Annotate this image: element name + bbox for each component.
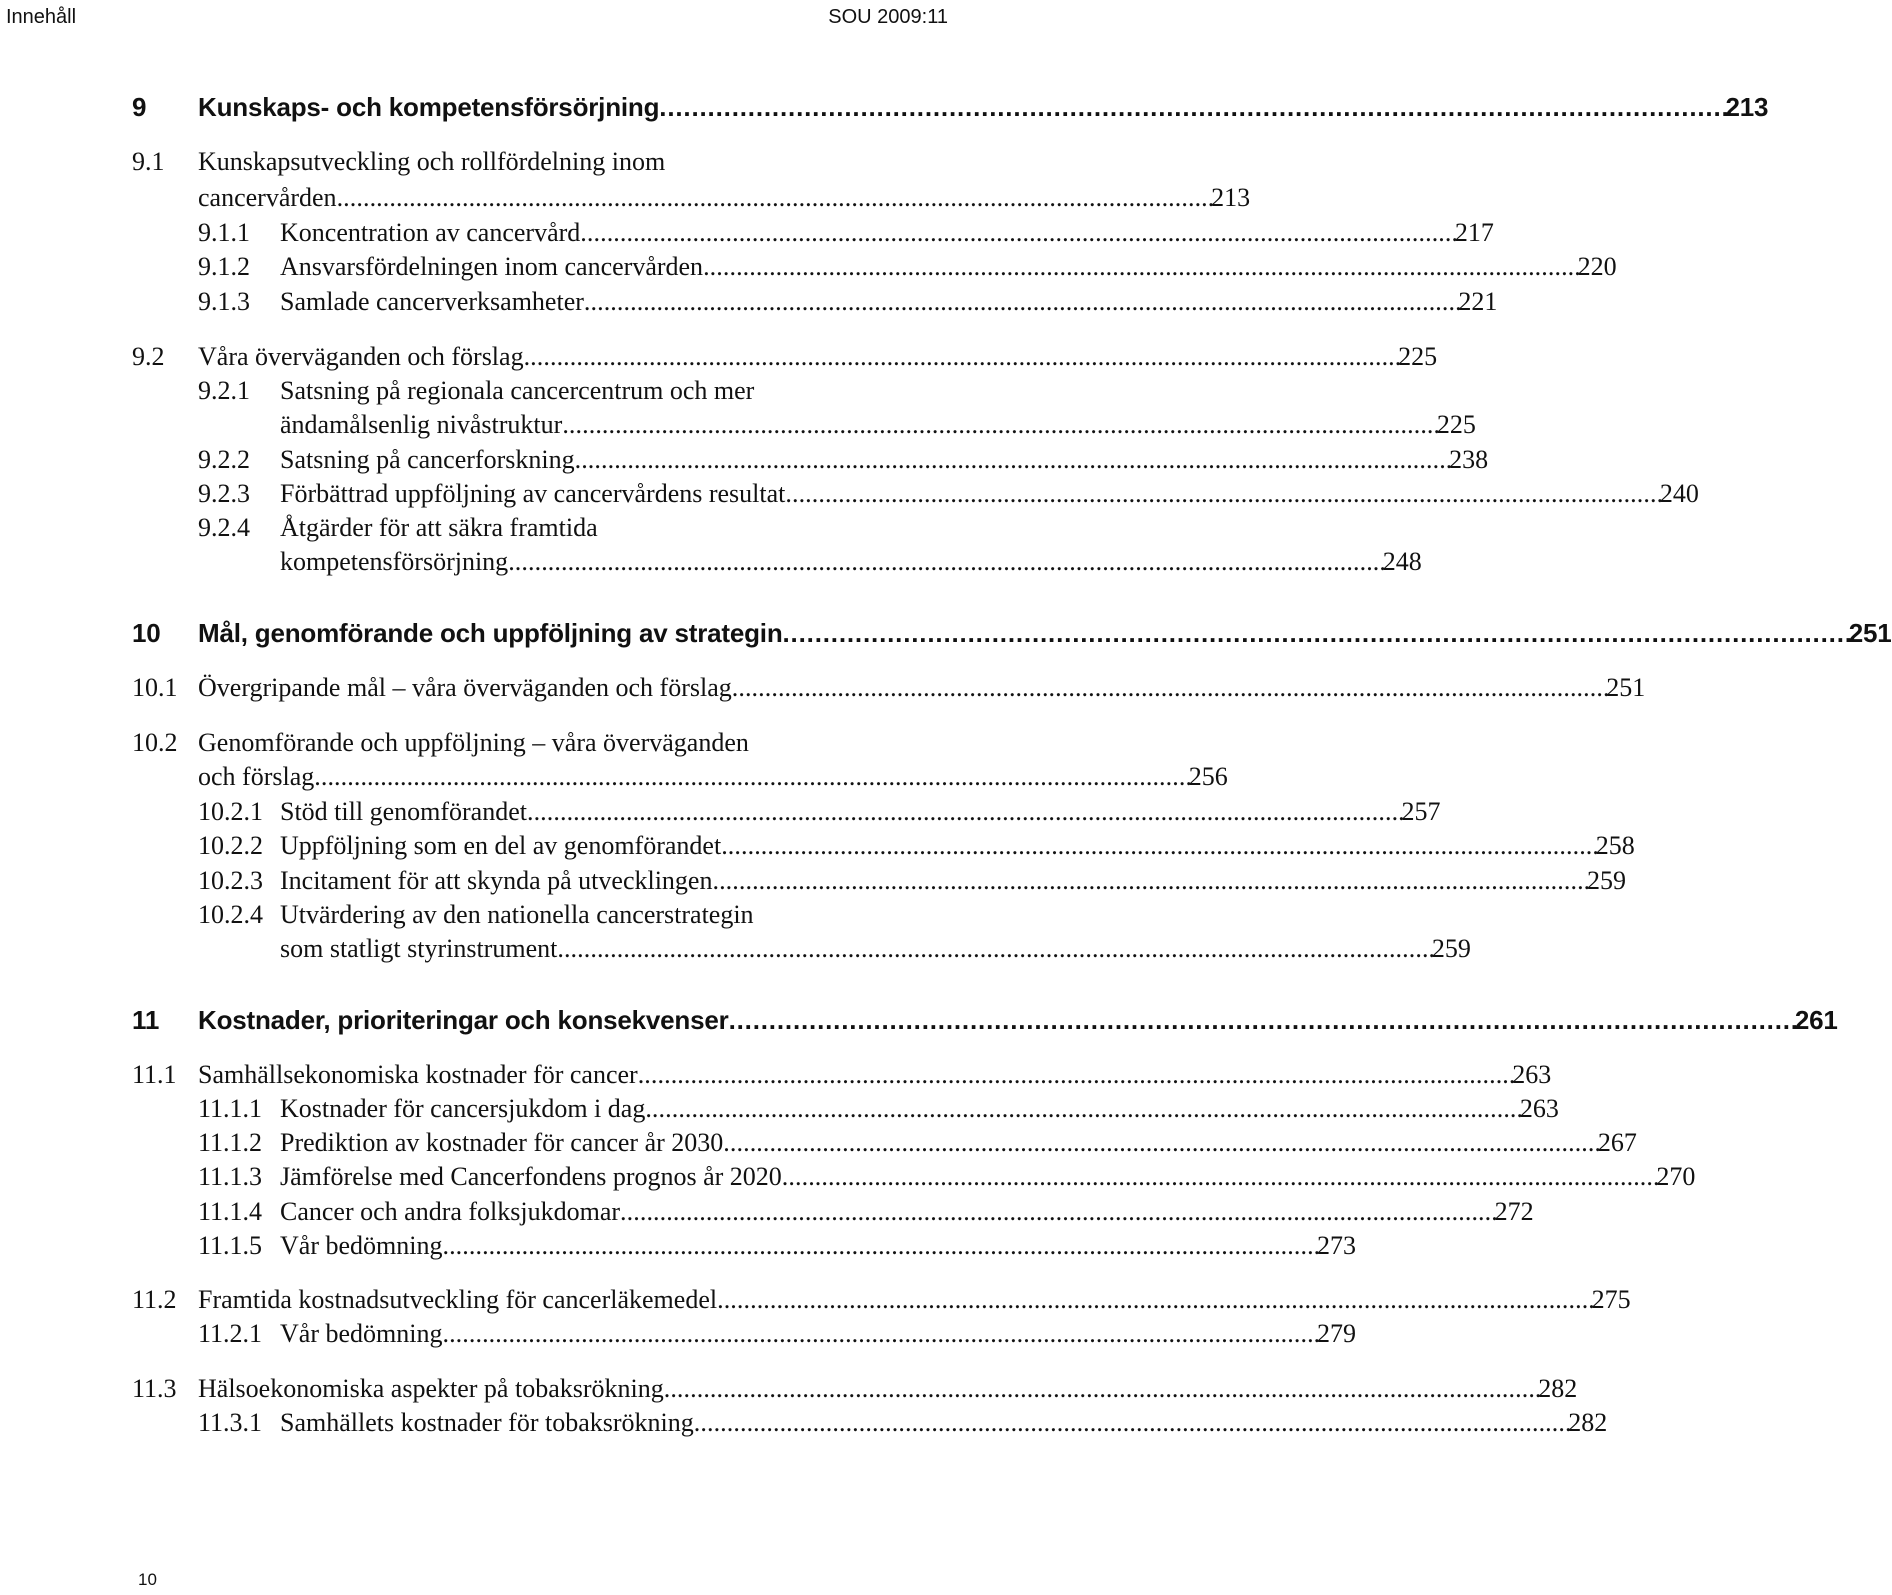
toc-section-11-3[interactable]: [132, 1374, 1578, 1404]
toc-entry-number: 11.2.1: [198, 1319, 263, 1348]
toc-entry-number: 11.1.1: [198, 1094, 263, 1123]
toc-entry-page: 267: [1597, 1128, 1637, 1157]
toc-leader-dots: [645, 1094, 1520, 1124]
toc-entry-title: Incitament för att skynda på utvecklingen: [280, 866, 713, 895]
toc-entry-page: 275: [1591, 1285, 1631, 1314]
toc-section-9-2-4-line-2[interactable]: [280, 547, 1422, 577]
toc-entry-number: 10: [132, 618, 161, 648]
toc-entry-page: 213: [1725, 92, 1769, 122]
toc-entry-number: 9.1.2: [198, 252, 250, 281]
running-head-section: Innehåll: [6, 6, 77, 28]
toc-entry-page: 225: [1436, 410, 1476, 439]
toc-entry-page: 273: [1316, 1231, 1356, 1260]
toc-section-11-1-5[interactable]: [198, 1231, 1356, 1261]
toc-section-10-2-4-line-2[interactable]: [280, 934, 1471, 964]
toc-entry-number: 11.1.4: [198, 1197, 263, 1226]
toc-section-9-2-1-line-1[interactable]: [198, 376, 940, 406]
toc-section-11-2-1[interactable]: [198, 1319, 1356, 1349]
toc-entry-page: 270: [1656, 1162, 1696, 1191]
toc-entry-title: Satsning på regionala cancercentrum och mer: [280, 376, 755, 405]
toc-chapter-10[interactable]: [132, 618, 1892, 649]
toc-entry-page: 240: [1659, 479, 1699, 508]
toc-entry-number: 11.1.2: [198, 1128, 263, 1157]
toc-entry-title: Kunskapsutveckling och rollfördelning inom: [198, 147, 666, 176]
toc-entry-page: 279: [1316, 1319, 1356, 1348]
page-number: 10: [138, 1570, 157, 1589]
toc-entry-page: 221: [1458, 287, 1498, 316]
toc-entry-title: Stöd till genomförandet: [280, 797, 527, 826]
toc-leader-dots: [575, 445, 1450, 475]
toc-section-9-1-3[interactable]: [198, 287, 1498, 317]
toc-entry-page: 220: [1577, 252, 1617, 281]
toc-section-10-2-3[interactable]: [198, 866, 1626, 896]
toc-leader-dots: [527, 797, 1402, 827]
toc-entry-title: Åtgärder för att säkra framtida: [280, 513, 598, 542]
toc-entry-number: 10.2.2: [198, 831, 263, 860]
toc-entry-page: 213: [1211, 183, 1251, 212]
toc-entry-title: Mål, genomförande och uppföljning av strategin: [198, 618, 783, 648]
toc-entry-page: 258: [1595, 831, 1635, 860]
toc-leader-dots: [783, 618, 1849, 649]
toc-section-11-2[interactable]: [132, 1285, 1631, 1315]
toc-entry-page: 257: [1401, 797, 1441, 826]
toc-entry-title: Utvärdering av den nationella cancerstrategin: [280, 900, 754, 929]
toc-entry-page: 251: [1606, 673, 1646, 702]
toc-leader-dots: [442, 1319, 1317, 1349]
toc-chapter-11[interactable]: [132, 1005, 1838, 1036]
toc-leader-dots: [782, 1162, 1657, 1192]
toc-entry-number: 10.2.4: [198, 900, 263, 929]
toc-leader-dots: [638, 1060, 1513, 1090]
toc-entry-title: Samlade cancerverksamheter: [280, 287, 584, 316]
toc-section-11-1-1[interactable]: [198, 1094, 1559, 1124]
toc-entry-title-continued: cancervården: [198, 183, 337, 212]
toc-entry-page: 282: [1568, 1408, 1608, 1437]
toc-leader-dots: [694, 1408, 1569, 1438]
toc-entry-title: Vår bedömning: [280, 1231, 443, 1260]
toc-section-9-2-4-line-1[interactable]: [198, 513, 940, 543]
toc-section-10-2-line-1[interactable]: [132, 728, 940, 758]
toc-entry-number: 9: [132, 92, 147, 122]
toc-entry-number: 9.1.1: [198, 218, 250, 247]
toc-entry-title: Kostnader för cancersjukdom i dag: [280, 1094, 646, 1123]
toc-entry-page: 263: [1512, 1060, 1552, 1089]
toc-leader-dots: [732, 673, 1607, 703]
toc-entry-number: 9.1: [132, 147, 165, 176]
toc-entry-page: 225: [1398, 342, 1438, 371]
toc-entry-title-continued: kompetensförsörjning: [280, 547, 509, 576]
toc-leader-dots: [664, 1374, 1539, 1404]
toc-section-11-1-3[interactable]: [198, 1162, 1696, 1192]
toc-entry-title: Koncentration av cancervård: [280, 218, 581, 247]
toc-entry-number: 9.2.1: [198, 376, 250, 405]
toc-section-10-2-line-2[interactable]: [198, 762, 1228, 792]
toc-section-9-2-2[interactable]: [198, 445, 1489, 475]
toc-section-10-2-2[interactable]: [198, 831, 1635, 861]
toc-entry-page: 259: [1586, 866, 1626, 895]
toc-entry-number: 11: [132, 1005, 160, 1035]
toc-entry-page: 259: [1431, 934, 1471, 963]
toc-entry-title-continued: som statligt styrinstrument: [280, 934, 558, 963]
toc-leader-dots: [580, 218, 1455, 248]
toc-entry-title: Prediktion av kostnader för cancer år 2030: [280, 1128, 724, 1157]
toc-entry-number: 11.1: [132, 1060, 177, 1089]
toc-entry-page: 256: [1188, 762, 1228, 791]
toc-leader-dots: [584, 287, 1459, 317]
toc-leader-dots: [524, 342, 1399, 372]
toc-entry-page: 282: [1538, 1374, 1578, 1403]
toc-entry-number: 10.2: [132, 728, 178, 757]
toc-entry-title: Uppföljning som en del av genomförandet: [280, 831, 722, 860]
toc-entry-number: 9.2.3: [198, 479, 250, 508]
toc-entry-page: 251: [1848, 618, 1892, 648]
toc-leader-dots: [508, 547, 1383, 577]
toc-entry-number: 9.1.3: [198, 287, 250, 316]
toc-entry-title: Våra överväganden och förslag: [198, 342, 524, 371]
toc-leader-dots: [620, 1197, 1495, 1227]
toc-entry-number: 10.1: [132, 673, 178, 702]
toc-entry-title: Samhällets kostnader för tobaksrökning: [280, 1408, 694, 1437]
toc-entry-number: 10.2.1: [198, 797, 263, 826]
toc-entry-page: 272: [1494, 1197, 1534, 1226]
toc-leader-dots: [717, 1285, 1592, 1315]
toc-section-9-1-1[interactable]: [198, 218, 1494, 248]
toc-leader-dots: [557, 934, 1432, 964]
toc-entry-title: Framtida kostnadsutveckling för cancerläkemedel: [198, 1285, 718, 1314]
toc-section-9-1-line-2[interactable]: [198, 183, 1251, 213]
toc-entry-number: 9.2.2: [198, 445, 250, 474]
toc-entry-title: Kostnader, prioriteringar och konsekvenser: [198, 1005, 729, 1035]
toc-entry-page: 238: [1449, 445, 1489, 474]
toc-section-9-2[interactable]: [132, 342, 1438, 372]
toc-entry-number: 11.2: [132, 1285, 177, 1314]
toc-entry-page: 248: [1382, 547, 1422, 576]
toc-entry-title: Kunskaps- och kompetensförsörjning: [198, 92, 660, 122]
toc-leader-dots: [721, 831, 1596, 861]
toc-leader-dots: [723, 1128, 1598, 1158]
toc-entry-number: 11.3: [132, 1374, 177, 1403]
toc-section-9-1-2[interactable]: [198, 252, 1617, 282]
toc-entry-page: 261: [1794, 1005, 1838, 1035]
toc-leader-dots: [562, 410, 1437, 440]
toc-entry-title: Vår bedömning: [280, 1319, 443, 1348]
toc-leader-dots: [703, 252, 1578, 282]
toc-entry-title: Cancer och andra folksjukdomar: [280, 1197, 621, 1226]
toc-entry-page: 217: [1454, 218, 1494, 247]
toc-leader-dots: [785, 479, 1660, 509]
toc-entry-number: 11.1.5: [198, 1231, 263, 1260]
toc-section-10-2-4-line-1[interactable]: [198, 900, 940, 930]
toc-leader-dots: [729, 1005, 1795, 1036]
toc-entry-title: Genomförande och uppföljning – våra överväganden: [198, 728, 749, 757]
running-head-report-id: SOU 2009:11: [828, 6, 948, 28]
toc-section-10-2-1[interactable]: [198, 797, 1441, 827]
toc-entry-title: Förbättrad uppföljning av cancervårdens resultat: [280, 479, 786, 508]
toc-section-9-2-3[interactable]: [198, 479, 1699, 509]
toc-section-9-2-1-line-2[interactable]: [280, 410, 1476, 440]
toc-entry-title: Hälsoekonomiska aspekter på tobaksrökning: [198, 1374, 664, 1403]
toc-entry-number: 10.2.3: [198, 866, 263, 895]
toc-section-11-3-1[interactable]: [198, 1408, 1608, 1438]
toc-entry-number: 11.3.1: [198, 1408, 263, 1437]
toc-leader-dots: [659, 92, 1725, 123]
toc-section-9-1-line-1[interactable]: [132, 147, 940, 177]
toc-leader-dots: [314, 762, 1189, 792]
toc-entry-title-continued: ändamålsenlig nivåstruktur: [280, 410, 563, 439]
toc-section-10-1[interactable]: [132, 673, 1646, 703]
toc-leader-dots: [442, 1231, 1317, 1261]
toc-entry-number: 9.2.4: [198, 513, 250, 542]
toc-entry-title: Satsning på cancerforskning: [280, 445, 575, 474]
toc-entry-title-continued: och förslag: [198, 762, 315, 791]
toc-entry-number: 9.2: [132, 342, 165, 371]
toc-section-11-1-2[interactable]: [198, 1128, 1637, 1158]
toc-entry-title: Ansvarsfördelningen inom cancervården: [280, 252, 704, 281]
toc-leader-dots: [337, 183, 1212, 213]
toc-entry-title: Samhällsekonomiska kostnader för cancer: [198, 1060, 638, 1089]
toc-section-11-1-4[interactable]: [198, 1197, 1534, 1227]
toc-leader-dots: [712, 866, 1587, 896]
toc-entry-title: Jämförelse med Cancerfondens prognos år 2020: [280, 1162, 782, 1191]
toc-entry-number: 11.1.3: [198, 1162, 263, 1191]
toc-section-11-1[interactable]: [132, 1060, 1552, 1090]
toc-entry-title: Övergripande mål – våra överväganden och förslag: [198, 673, 732, 702]
toc-chapter-9[interactable]: [132, 92, 1769, 123]
toc-entry-page: 263: [1519, 1094, 1559, 1123]
